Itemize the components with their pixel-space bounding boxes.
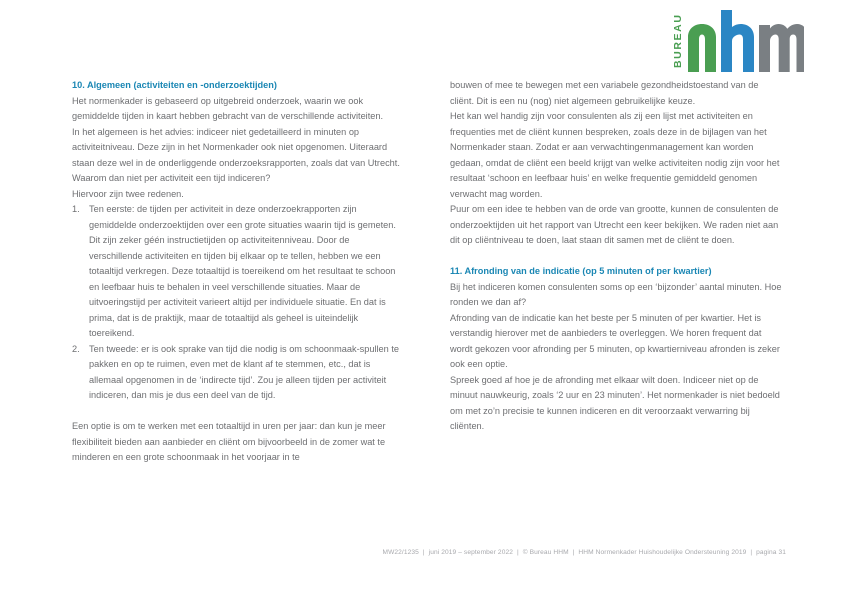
document-page (72, 78, 782, 533)
left-column (72, 78, 404, 466)
section-10-paragraph-2: In het algemeen is het advies: indiceer niet gedetailleerd in minuten op activiteitniveau. Deze zijn in het Normenkader ook niet opgenomen. Uiteraard staan deze wel in de onderliggende onderzoeksrapporten, zoals dat van Utrecht. Waarom dan niet per activiteit een tijd indiceren? (72, 126, 400, 183)
section-11-paragraph-2: Afronding van de indicatie kan het beste per 5 minuten of per kwartier. Het is verstandig hierover met de aanbieders te overleggen. We horen frequent dat wordt gekozen voor afronding per 5 minuten, op kwartierniveau afronden is zeker ook een optie. (450, 312, 780, 369)
list-item (72, 342, 404, 404)
reasons-list (72, 202, 404, 404)
footer-separator: | (572, 549, 575, 556)
footer-page-number: pagina 31 (756, 549, 786, 556)
list-item-marker: 2. (72, 343, 80, 354)
section-10-paragraph-4: Een optie is om te werken met een totaaltijd in uren per jaar: dan kun je meer flexibiliteit bieden aan aanbieder en cliënt om bijvoorbeeld in de zomer wat te minderen en een grote schoonmaak in het voorjaar in te (72, 421, 386, 462)
footer-document-code: MW22/1235 (382, 549, 419, 556)
section-10-paragraph-5: Het kan wel handig zijn voor consulenten als zij een lijst met activiteiten en frequenties met de cliënt kunnen bespreken, zoals deze in de bijlagen van het Normenkader staan. Zodat er aan verwachtingenmanagement kan worden gedaan, omdat de cliënt een beeld krijgt van welke activiteiten nodig zijn voor het resultaat ‘schoon en leefbaar huis’ en welke frequentie gemiddeld genomen verwacht mag worden. (450, 111, 780, 199)
footer-separator: | (750, 549, 753, 556)
right-column (450, 78, 782, 435)
section-10-paragraph-6: Puur om een idee te hebben van de orde van grootte, kunnen de consulenten de onderzoektijden uit het rapport van Utrecht een keer bekijken. We raden niet aan dit op cliëntniveau te doen, laat staan dit samen met de cliënt te doen. (450, 204, 779, 245)
bureau-hhm-logo (668, 10, 804, 72)
section-11-paragraph-3: Spreek goed af hoe je de afronding met elkaar wilt doen. Indiceer niet op de minuut nauwkeurig, zoals ‘2 uur en 23 minuten’. Het normenkader is niet bedoeld om met zo’n precisie te kunnen indiceren en dit veroorzaakt verwarring bij cliënten. (450, 374, 780, 431)
logo-bureau-text: BUREAU (672, 13, 684, 68)
list-item-text: Ten eerste: de tijden per activiteit in deze onderzoekrapporten zijn gemiddelde onderzoektijden over een grote situaties waarin tijd is gemeten. Dit zijn zeker géén instructietijden op activiteitenniveau. Door de verschillende activiteiten en tijden bij elkaar op te tellen, hebben we een totaaltijd verkregen. Deze totaaltijd is toereikend om het resultaat te schoon en leefbaar huis te behalen in veel verschillende situaties. Maar de uitvoeringstijd per activiteit varieert altijd per individuele situatie. En dat is prima, dat is de praktijk, maar de totaaltijd als geheel is uiteindelijk toereikend. (89, 204, 396, 338)
logo-letter-n (688, 24, 716, 72)
list-item-text: Ten tweede: er is ook sprake van tijd die nodig is om schoonmaak-spullen te pakken en op te ruimen, even met de klant af te stemmen, etc., dat is allemaal opgenomen in de ‘indirecte tijd’. Zou je alleen tijden per activiteit indiceren, dan mis je dus een deel van de tijd. (89, 343, 399, 400)
section-11-heading: 11. Afronding van de indicatie (op 5 minuten of per kwartier) (450, 266, 712, 276)
page-footer (0, 548, 842, 558)
logo-letter-m (759, 24, 804, 72)
section-10-continuation-paragraph: bouwen of mee te bewegen met een variabele gezondheidstoestand van de cliënt. Dit is een nu (nog) niet algemeen gebruikelijke keuze. (450, 80, 759, 106)
section-10-paragraph-3: Hiervoor zijn twee redenen. (72, 188, 184, 199)
logo-letter-h (721, 10, 754, 72)
section-11-paragraph-1: Bij het indiceren komen consulenten soms op een ‘bijzonder’ aantal minuten. Hoe ronden we dan af? (450, 281, 782, 307)
footer-document-title: HHM Normenkader Huishoudelijke Ondersteuning 2019 (578, 549, 747, 556)
footer-copyright: © Bureau HHM (522, 549, 569, 556)
footer-separator: | (422, 549, 425, 556)
section-10-paragraph-1: Het normenkader is gebaseerd op uitgebreid onderzoek, waarin we ook gemiddelde tijden in kaart hebben gebracht van de verschillende activiteiten. (72, 95, 384, 121)
list-item-marker: 1. (72, 204, 80, 214)
two-column-layout (72, 78, 782, 466)
logo-graphic (668, 10, 804, 72)
section-10-heading: 10. Algemeen (activiteiten en -onderzoektijden) (72, 80, 277, 90)
list-item (72, 202, 404, 342)
footer-separator: | (516, 549, 519, 556)
footer-date-range: juni 2019 – september 2022 (428, 549, 513, 556)
